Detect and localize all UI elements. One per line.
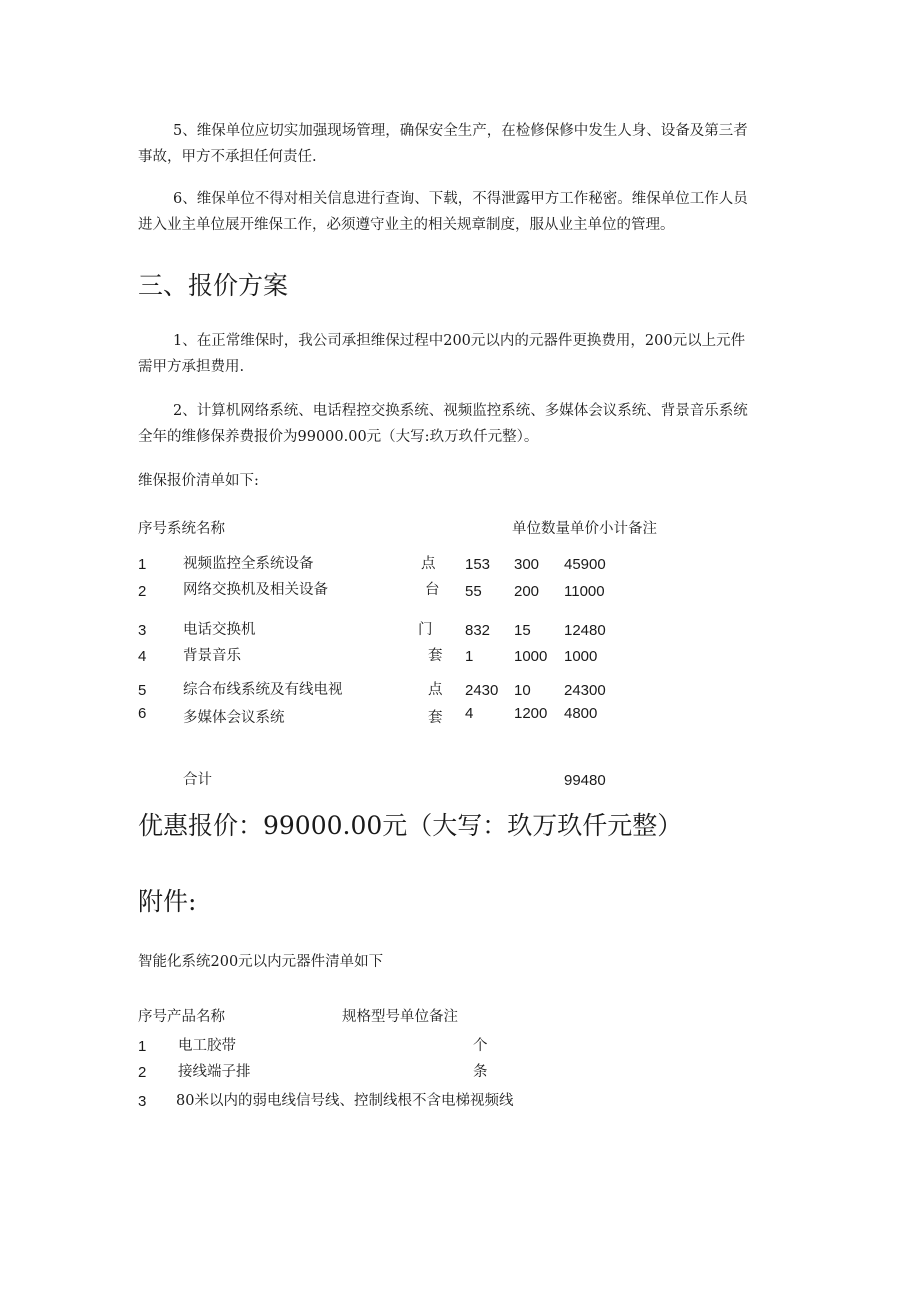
quote-item-2-line-1: 2、计算机网络系统、电话程控交换系统、视频监控系统、多媒体会议系统、背景音乐系统 bbox=[173, 403, 748, 419]
row-number: 5 bbox=[138, 682, 147, 699]
unit: 套 bbox=[428, 648, 443, 664]
subtotal: 4800 bbox=[564, 705, 598, 722]
system-name: 多媒体会议系统 bbox=[183, 710, 285, 726]
row-number: 4 bbox=[138, 648, 147, 665]
product-name: 80米以内的弱电线信号线、控制线根不含电梯视频线 bbox=[176, 1093, 514, 1109]
quantity: 1 bbox=[465, 648, 474, 665]
attachment-table-header-left: 序号产品名称 bbox=[138, 1009, 225, 1025]
row-number: 3 bbox=[138, 1093, 147, 1110]
system-name: 网络交换机及相关设备 bbox=[183, 582, 328, 598]
unit-price: 1200 bbox=[514, 705, 548, 722]
clause-6-line-1: 6、维保单位不得对相关信息进行查询、下载，不得泄露甲方工作秘密。维保单位工作人员 bbox=[173, 191, 748, 207]
unit: 点 bbox=[428, 682, 443, 698]
quantity: 55 bbox=[465, 583, 482, 600]
row-number: 2 bbox=[138, 583, 147, 600]
quote-item-1-line-2: 需甲方承担费用. bbox=[138, 359, 245, 375]
system-name: 电话交换机 bbox=[183, 622, 256, 638]
unit: 点 bbox=[421, 556, 436, 572]
system-name: 视频监控全系统设备 bbox=[183, 556, 314, 572]
quote-list-intro: 维保报价清单如下: bbox=[138, 473, 259, 489]
row-number: 2 bbox=[138, 1064, 147, 1081]
clause-5-line-2: 事故，甲方不承担任何责任. bbox=[138, 149, 317, 165]
attachment-intro: 智能化系统200元以内元器件清单如下 bbox=[138, 954, 384, 970]
system-name: 综合布线系统及有线电视 bbox=[183, 682, 343, 698]
quantity: 153 bbox=[465, 556, 491, 573]
unit: 个 bbox=[473, 1038, 488, 1054]
quantity: 832 bbox=[465, 622, 491, 639]
row-number: 6 bbox=[138, 705, 147, 722]
attachment-heading: 附件: bbox=[138, 887, 197, 916]
attachment-table-header-right: 规格型号单位备注 bbox=[342, 1009, 458, 1025]
subtotal: 12480 bbox=[564, 622, 606, 639]
total-label: 合计 bbox=[183, 772, 212, 788]
unit-price: 15 bbox=[514, 622, 531, 639]
clause-6-line-2: 进入业主单位展开维保工作，必须遵守业主的相关规章制度，服从业主单位的管理。 bbox=[138, 217, 675, 233]
subtotal: 1000 bbox=[564, 648, 598, 665]
product-name: 接线端子排 bbox=[178, 1064, 251, 1080]
quote-item-2-line-2: 全年的维修保养费报价为99000.00元（大写:玖万玖仟元整）。 bbox=[138, 429, 539, 445]
quote-item-1-line-1: 1、在正常维保时，我公司承担维保过程中200元以内的元器件更换费用，200元以上元件 bbox=[173, 333, 746, 349]
discount-quote: 优惠报价：99000.00元（大写：玖万玖仟元整） bbox=[138, 811, 683, 840]
unit: 条 bbox=[473, 1064, 488, 1080]
system-name: 背景音乐 bbox=[183, 648, 241, 664]
unit: 套 bbox=[428, 710, 443, 726]
subtotal: 45900 bbox=[564, 556, 606, 573]
quantity: 2430 bbox=[465, 682, 499, 699]
quantity: 4 bbox=[465, 705, 474, 722]
row-number: 1 bbox=[138, 1038, 147, 1055]
subtotal: 24300 bbox=[564, 682, 606, 699]
clause-5-line-1: 5、维保单位应切实加强现场管理，确保安全生产，在检修保修中发生人身、设备及第三者 bbox=[173, 123, 748, 139]
quote-table-header-left: 序号系统名称 bbox=[138, 521, 225, 537]
unit-price: 10 bbox=[514, 682, 531, 699]
unit: 台 bbox=[425, 582, 440, 598]
product-name: 电工胶带 bbox=[178, 1038, 236, 1054]
quote-table-header-right: 单位数量单价小计备注 bbox=[512, 521, 657, 537]
row-number: 3 bbox=[138, 622, 147, 639]
unit-price: 1000 bbox=[514, 648, 548, 665]
unit-price: 300 bbox=[514, 556, 540, 573]
subtotal: 11000 bbox=[564, 583, 605, 600]
unit: 门 bbox=[418, 622, 433, 638]
row-number: 1 bbox=[138, 556, 147, 573]
section-3-heading: 三、报价方案 bbox=[138, 271, 289, 300]
unit-price: 200 bbox=[514, 583, 540, 600]
total-value: 99480 bbox=[564, 772, 606, 789]
